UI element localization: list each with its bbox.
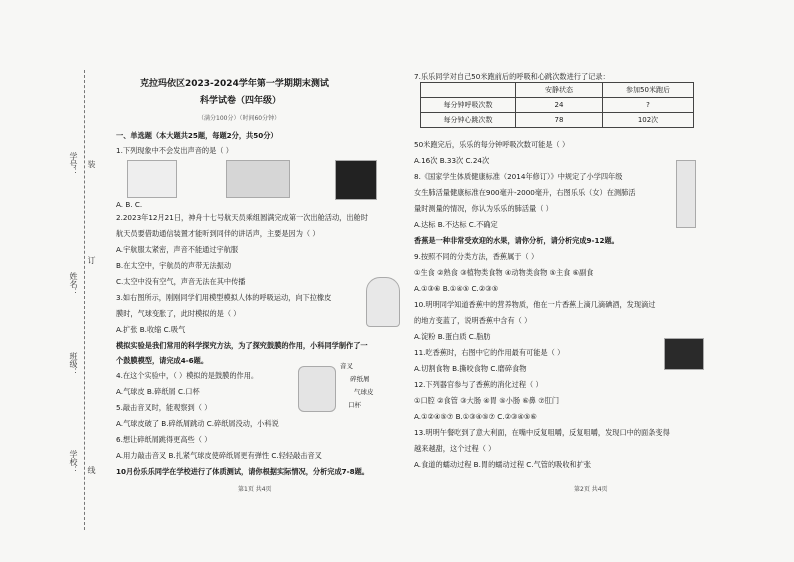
q1-options: A. B. C. <box>116 200 143 209</box>
footer-right: 第2页 共4页 <box>574 486 608 493</box>
side-label-class: 班级： <box>69 352 78 376</box>
side-label-name: 姓名： <box>69 272 78 296</box>
q8-stem-2: 女生肺活量健康标准在900毫升-2000毫升，右图乐乐（女）在测肺活 <box>414 188 636 197</box>
table-cell: ? <box>603 98 694 113</box>
side-mark-2: 订 <box>87 256 96 264</box>
q4-options: A.气球皮 B.碎纸屑 C.口杯 <box>116 387 200 396</box>
q12-organs: ①口腔 ②食管 ③大肠 ④胃 ⑤小肠 ⑥鼻 ⑦肛门 <box>414 396 560 405</box>
side-label-school: 学校： <box>69 450 78 474</box>
table-cell: 每分钟呼吸次数 <box>421 98 516 113</box>
binding-dashed-line <box>84 70 85 530</box>
q3-stem-2: 膜时，气球变胀了，此时模拟的是（ ） <box>116 309 241 318</box>
exam-subtitle: 科学试卷（四年级） <box>200 96 282 106</box>
hands-icon <box>226 160 290 198</box>
q7-options: A.16次 B.33次 C.24次 <box>414 156 490 165</box>
q1-stem: 1.下列现象中不会发出声音的是（ ） <box>116 146 233 155</box>
q12-stem: 12.下列器官参与了香蕉的消化过程（ ） <box>414 380 543 389</box>
footer-left: 第1页 共4页 <box>238 486 272 493</box>
q9-options: A.①③⑥ B.①④⑤ C.②③⑤ <box>414 284 499 293</box>
table-cell: 78 <box>516 113 603 128</box>
q8-stem-1: 8.《国家学生体质健康标准（2014年修订）》中规定了小学四年级 <box>414 172 623 181</box>
q12-options: A.①②④⑤⑦ B.①③④⑤⑦ C.②③④⑤⑥ <box>414 412 537 421</box>
tuning-fork-icon <box>298 366 336 412</box>
q10-options: A.淀粉 B.蛋白质 C.脂肪 <box>414 332 491 341</box>
table-cell: 102次 <box>603 113 694 128</box>
diagram-label-scraps: 碎纸屑 <box>350 375 370 383</box>
q5-stem: 5.敲击音叉时，能观察到（ ） <box>116 403 212 412</box>
diagram-label-fork: 音叉 <box>340 362 353 370</box>
q4-stem: 4.在这个实验中，（ ）模拟的是鼓膜的作用。 <box>116 371 259 380</box>
group-intro-1: 模拟实验是我们常用的科学探究方法，为了探究鼓膜的作用，小科同学制作了一 <box>116 341 368 350</box>
q3-options: A.扩张 B.收缩 C.吸气 <box>116 325 186 334</box>
q3-stem-1: 3.如右图所示，刚刚同学们用模型模拟人体的呼吸运动，向下拉橡皮 <box>116 293 332 302</box>
side-label-student-id: 学号： <box>69 152 78 176</box>
q9-stem: 9.按照不同的分类方法，香蕉属于（ ） <box>414 252 539 261</box>
q11-options: A.切割食物 B.撕咬食物 C.磨碎食物 <box>414 364 527 373</box>
q5-options: A.气球皮破了 B.碎纸屑跳动 C.碎纸屑没动，小科说 <box>116 419 279 428</box>
dark-texture-icon <box>335 160 377 200</box>
measurement-table <box>420 82 694 128</box>
table-row <box>421 113 694 128</box>
tooth-icon <box>664 338 704 370</box>
group-intro-2: 个鼓膜模型，请完成4-6题。 <box>116 356 209 365</box>
q8-options: A.达标 B.不达标 C.不确定 <box>414 220 498 229</box>
q11-stem: 11.吃香蕉时，右图中它的作用最有可能是（ ） <box>414 348 565 357</box>
q13-options: A.食道的蠕动过程 B.胃的蠕动过程 C.气管的吸收和扩张 <box>414 460 592 469</box>
exam-title: 克拉玛依区2023-2024学年第一学期期末测试 <box>140 79 329 89</box>
q9-categories: ①生食 ②熟食 ③植物类食物 ④动物类食物 ⑤主食 ⑥副食 <box>414 268 594 277</box>
diagram-label-balloon: 气球皮 <box>354 388 374 396</box>
q13-stem-1: 13.明明午餐吃到了意大利面，在嘴中反复咀嚼，反复咀嚼，发现口中的面条变得 <box>414 428 670 437</box>
lung-model-icon <box>366 277 400 327</box>
q13-stem-2: 越来越甜，这个过程（ ） <box>414 444 496 453</box>
q2-option-a: A.宇航服太紧密，声音不能通过宇航服 <box>116 245 239 254</box>
q2-option-b: B.在太空中，宇航员的声带无法振动 <box>116 261 232 270</box>
side-mark-3: 线 <box>87 466 96 474</box>
binding-margin <box>28 70 98 530</box>
q10-stem-2: 的地方变蓝了，说明香蕉中含有（ ） <box>414 316 532 325</box>
table-header-cell: 安静状态 <box>516 83 603 98</box>
table-row <box>421 98 694 113</box>
score-info: （满分100分）（时间60分钟） <box>198 115 281 122</box>
table-header-cell <box>421 83 516 98</box>
q6-options: A.用力敲击音叉 B.扎紧气球皮使碎纸屑更有弹性 C.轻轻敲击音叉 <box>116 451 322 460</box>
q2-stem-2: 航天员要借助通信装置才能听到同伴的讲话声，主要是因为（ ） <box>116 229 320 238</box>
table-header-cell: 参加50米跑后 <box>603 83 694 98</box>
q8-stem-3: 量时测量的情况，你认为乐乐的肺活量（ ） <box>414 204 553 213</box>
section-title: 一、单选题（本大题共25题，每题2分，共50分） <box>116 131 278 140</box>
q2-stem-1: 2.2023年12月21日，神舟十七号航天员乘组圆满完成第一次出舱活动，出舱时 <box>116 213 368 222</box>
group-intro-7-8: 10月份乐乐同学在学校进行了体质测试，请你根据实际情况，分析完成7-8题。 <box>116 467 369 476</box>
q7-stem: 7.乐乐同学对自己50米跑前后的呼吸和心跳次数进行了记录： <box>414 72 610 81</box>
table-header-row <box>421 83 694 98</box>
side-mark-1: 装 <box>87 160 96 168</box>
table-cell: 24 <box>516 98 603 113</box>
q7-question: 50米跑完后，乐乐的每分钟呼吸次数可能是（ ） <box>414 140 570 149</box>
table-cell: 每分钟心跳次数 <box>421 113 516 128</box>
group-intro-9-12: 香蕉是一种非常受欢迎的水果，请你分析，请分析完成9-12题。 <box>414 236 619 245</box>
cartoon-icon <box>127 160 177 198</box>
q6-stem: 6.想让碎纸屑跳得更高些（ ） <box>116 435 212 444</box>
diagram-label-cup: 口杯 <box>348 401 361 409</box>
spirometer-icon <box>676 160 696 228</box>
q2-option-c: C.太空中没有空气，声音无法在其中传播 <box>116 277 246 286</box>
q10-stem-1: 10.明明同学知道香蕉中的营养物质，他在一片香蕉上滴几滴碘酒，发现滴过 <box>414 300 656 309</box>
